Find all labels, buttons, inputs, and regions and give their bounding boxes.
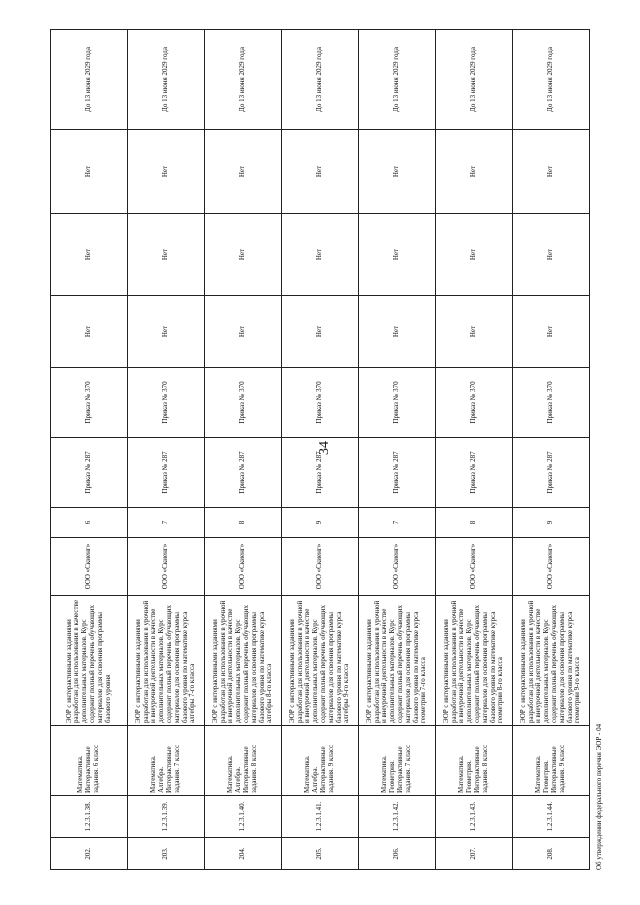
table-row (128, 30, 205, 870)
order-370-cell: Приказ № 370 (436, 368, 513, 438)
status-cell-2: Нет (51, 214, 128, 296)
order-287-cell: Приказ № 287 (282, 438, 359, 508)
deadline-cell: До 13 июня 2029 года (205, 30, 282, 130)
order-287-cell: Приказ № 287 (359, 438, 436, 508)
status-cell-1: Нет (359, 296, 436, 368)
code-cell: 1.2.3.1.42. (359, 796, 436, 838)
status-cell-2: Нет (436, 214, 513, 296)
grade-cell: 8 (205, 508, 282, 538)
status-cell-3: Нет (128, 130, 205, 214)
code-cell: 1.2.3.1.39. (128, 796, 205, 838)
status-cell-1: Нет (128, 296, 205, 368)
organization-cell: ООО «Скиенг» (128, 538, 205, 596)
code-cell: 1.2.3.1.43. (436, 796, 513, 838)
order-287-cell: Приказ № 287 (51, 438, 128, 508)
deadline-cell: До 13 июня 2029 года (359, 30, 436, 130)
status-cell-3: Нет (436, 130, 513, 214)
code-cell: 1.2.3.1.41. (282, 796, 359, 838)
row-number-cell: 202. (51, 838, 128, 870)
table-body (51, 30, 590, 870)
order-287-cell: Приказ № 287 (436, 438, 513, 508)
table-row (205, 30, 282, 870)
name-cell: Математика. Геометрия. Интерактивные задания. 8 класс (436, 726, 513, 796)
grade-cell: 8 (436, 508, 513, 538)
page-number: 34 (317, 441, 332, 455)
grade-cell: 7 (128, 508, 205, 538)
status-cell-1: Нет (436, 296, 513, 368)
code-cell: 1.2.3.1.44. (513, 796, 590, 838)
rotated-page-content (50, 30, 603, 870)
status-cell-2: Нет (205, 214, 282, 296)
grade-cell: 9 (282, 508, 359, 538)
grade-cell: 9 (513, 508, 590, 538)
row-number-cell: 206. (359, 838, 436, 870)
organization-cell: ООО «Скиенг» (513, 538, 590, 596)
name-cell: Математика. Алгебра. Интерактивные задания. 7 класс (128, 726, 205, 796)
order-370-cell: Приказ № 370 (128, 368, 205, 438)
description-cell: ЭОР с интерактивными заданиями разработан для использования в урочной и внеурочной деятельности в качестве дополнительных материалов. Курс содержит полный перечень обучающих материалов для освоения программы базового уровня по математике курса алгебры 9-го класса (282, 596, 359, 726)
status-cell-2: Нет (359, 214, 436, 296)
description-cell: ЭОР с интерактивными заданиями разработан для использования в качестве дополнительных материалов. Курс содержит полный перечень обучающих материалов для освоения программы базового уровня (51, 596, 128, 726)
name-cell: Математика. Геометрия. Интерактивные задания. 9 класс (513, 726, 590, 796)
row-number-cell: 204. (205, 838, 282, 870)
order-287-cell: Приказ № 287 (205, 438, 282, 508)
name-cell: Математика. Геометрия. Интерактивные задания. 7 класс (359, 726, 436, 796)
order-370-cell: Приказ № 370 (282, 368, 359, 438)
table-row (359, 30, 436, 870)
footnote: Об утверждении федерального перечня ЭОР - 04 (595, 723, 603, 870)
status-cell-2: Нет (282, 214, 359, 296)
row-number-cell: 208. (513, 838, 590, 870)
table-row (436, 30, 513, 870)
order-287-cell: Приказ № 287 (128, 438, 205, 508)
name-cell: Математика. Алгебра. Интерактивные задания. 9 класс (282, 726, 359, 796)
table-row (51, 30, 128, 870)
status-cell-3: Нет (359, 130, 436, 214)
order-287-cell: Приказ № 287 (513, 438, 590, 508)
deadline-cell: До 13 июня 2029 года (436, 30, 513, 130)
status-cell-1: Нет (205, 296, 282, 368)
grade-cell: 6 (51, 508, 128, 538)
deadline-cell: До 13 июня 2029 года (513, 30, 590, 130)
resource-table (50, 29, 590, 870)
status-cell-1: Нет (513, 296, 590, 368)
row-number-cell: 207. (436, 838, 513, 870)
table-row (282, 30, 359, 870)
status-cell-1: Нет (282, 296, 359, 368)
organization-cell: ООО «Скиенг» (205, 538, 282, 596)
grade-cell: 7 (359, 508, 436, 538)
order-370-cell: Приказ № 370 (205, 368, 282, 438)
status-cell-3: Нет (513, 130, 590, 214)
organization-cell: ООО «Скиенг» (282, 538, 359, 596)
description-cell: ЭОР с интерактивными заданиями разработан для использования в урочной и внеурочной деятельности в качестве дополнительных материалов. Курс содержит полный перечень обучающих материалов для освоения программы базового уровня по математике курса алгебры 8-го класса (205, 596, 282, 726)
status-cell-3: Нет (205, 130, 282, 214)
description-cell: ЭОР с интерактивными заданиями разработан для использования в урочной и внеурочной деятельности в качестве дополнительных материалов. Курс содержит полный перечень обучающих материалов для освоения программы базового уровня по математике курса геометрии 9-го класса (513, 596, 590, 726)
name-cell: Математика. Алгебра. Интерактивные задания. 8 класс (205, 726, 282, 796)
description-cell: ЭОР с интерактивными заданиями разработан для использования в урочной и внеурочной деятельности в качестве дополнительных материалов. Курс содержит полный перечень обучающих материалов для освоения программы базового уровня по математике курса алгебры 7-го класса (128, 596, 205, 726)
name-cell: Математика. Интерактивные задания. 6 класс (51, 726, 128, 796)
row-number-cell: 205. (282, 838, 359, 870)
organization-cell: ООО «Скиенг» (51, 538, 128, 596)
code-cell: 1.2.3.1.40. (205, 796, 282, 838)
description-cell: ЭОР с интерактивными заданиями разработан для использования в урочной и внеурочной деятельности в качестве дополнительных материалов. Курс содержит полный перечень обучающих материалов для освоения программы базового уровня по математике курса геометрии 7-го класса (359, 596, 436, 726)
status-cell-2: Нет (513, 214, 590, 296)
order-370-cell: Приказ № 370 (359, 368, 436, 438)
deadline-cell: До 13 июня 2029 года (128, 30, 205, 130)
status-cell-3: Нет (282, 130, 359, 214)
organization-cell: ООО «Скиенг» (436, 538, 513, 596)
organization-cell: ООО «Скиенг» (359, 538, 436, 596)
deadline-cell: До 13 июня 2029 года (282, 30, 359, 130)
table-row (513, 30, 590, 870)
status-cell-2: Нет (128, 214, 205, 296)
order-370-cell: Приказ № 370 (513, 368, 590, 438)
row-number-cell: 203. (128, 838, 205, 870)
code-cell: 1.2.3.1.38. (51, 796, 128, 838)
order-370-cell: Приказ № 370 (51, 368, 128, 438)
status-cell-3: Нет (51, 130, 128, 214)
deadline-cell: До 13 июня 2029 года (51, 30, 128, 130)
status-cell-1: Нет (51, 296, 128, 368)
description-cell: ЭОР с интерактивными заданиями разработан для использования в урочной и внеурочной деятельности в качестве дополнительных материалов. Курс содержит полный перечень обучающих материалов для освоения программы базового уровня по математике курса геометрии 8-го класса (436, 596, 513, 726)
